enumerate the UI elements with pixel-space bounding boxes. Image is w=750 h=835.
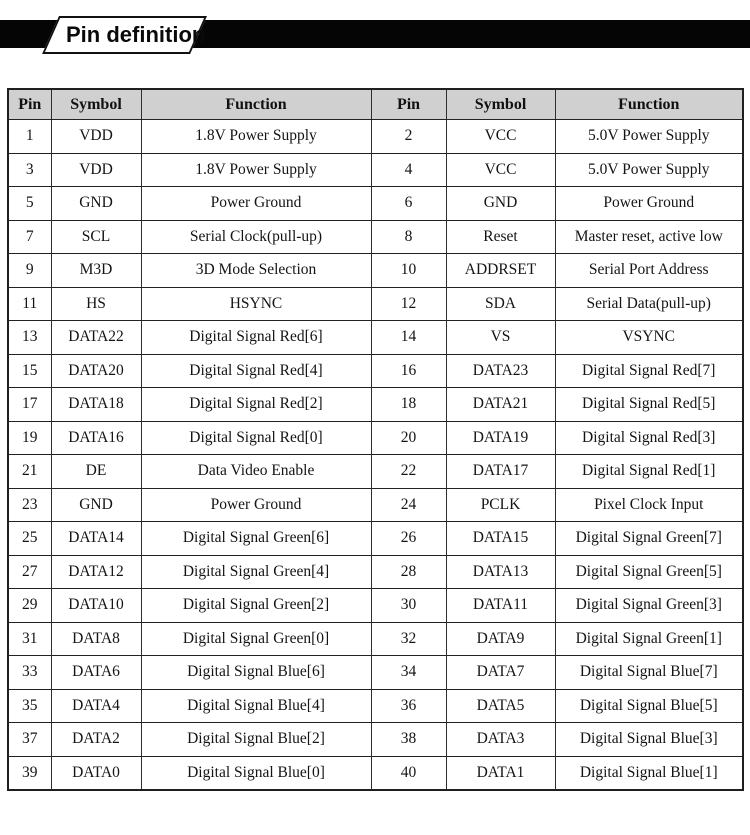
table-row [8, 622, 743, 656]
symbol-cell: VS [446, 321, 555, 355]
pin-cell: 16 [371, 354, 446, 388]
function-cell: Power Ground [141, 488, 371, 522]
function-cell: Digital Signal Blue[1] [555, 756, 743, 790]
symbol-cell: DATA12 [51, 555, 141, 589]
pin-cell: 37 [8, 723, 51, 757]
header-row [8, 89, 743, 120]
pin-cell: 9 [8, 254, 51, 288]
pin-cell: 25 [8, 522, 51, 556]
table-row [8, 120, 743, 154]
pin-cell: 2 [371, 120, 446, 154]
table-row [8, 220, 743, 254]
pin-table-body [8, 120, 743, 791]
function-cell: 5.0V Power Supply [555, 120, 743, 154]
table-row [8, 153, 743, 187]
function-cell: Digital Signal Blue[5] [555, 689, 743, 723]
header-symbol-right: Symbol [446, 89, 555, 120]
function-cell: Digital Signal Green[2] [141, 589, 371, 623]
pin-cell: 39 [8, 756, 51, 790]
symbol-cell: HS [51, 287, 141, 321]
function-cell: Digital Signal Blue[2] [141, 723, 371, 757]
section-title: Pin definition [66, 22, 206, 47]
symbol-cell: DATA6 [51, 656, 141, 690]
function-cell: Digital Signal Red[6] [141, 321, 371, 355]
symbol-cell: DATA20 [51, 354, 141, 388]
pin-cell: 5 [8, 187, 51, 221]
symbol-cell: DATA15 [446, 522, 555, 556]
pin-cell: 20 [371, 421, 446, 455]
function-cell: HSYNC [141, 287, 371, 321]
pin-table-header [8, 89, 743, 120]
function-cell: Digital Signal Blue[3] [555, 723, 743, 757]
pin-cell: 26 [371, 522, 446, 556]
symbol-cell: VDD [51, 153, 141, 187]
function-cell: Serial Data(pull-up) [555, 287, 743, 321]
pin-cell: 3 [8, 153, 51, 187]
table-row [8, 421, 743, 455]
function-cell: Digital Signal Blue[4] [141, 689, 371, 723]
symbol-cell: GND [446, 187, 555, 221]
symbol-cell: DATA16 [51, 421, 141, 455]
pin-cell: 31 [8, 622, 51, 656]
function-cell: Digital Signal Green[7] [555, 522, 743, 556]
symbol-cell: DATA11 [446, 589, 555, 623]
symbol-cell: Reset [446, 220, 555, 254]
function-cell: VSYNC [555, 321, 743, 355]
pin-cell: 14 [371, 321, 446, 355]
function-cell: Digital Signal Red[1] [555, 455, 743, 489]
function-cell: Digital Signal Red[5] [555, 388, 743, 422]
header-symbol-left: Symbol [51, 89, 141, 120]
header-function-left: Function [141, 89, 371, 120]
symbol-cell: DATA9 [446, 622, 555, 656]
pin-cell: 30 [371, 589, 446, 623]
pin-cell: 19 [8, 421, 51, 455]
header-pin-left: Pin [8, 89, 51, 120]
header-function-right: Function [555, 89, 743, 120]
symbol-cell: VDD [51, 120, 141, 154]
pin-cell: 10 [371, 254, 446, 288]
function-cell: Digital Signal Green[5] [555, 555, 743, 589]
function-cell: Pixel Clock Input [555, 488, 743, 522]
function-cell: Digital Signal Red[3] [555, 421, 743, 455]
pin-cell: 15 [8, 354, 51, 388]
pin-cell: 18 [371, 388, 446, 422]
pin-cell: 23 [8, 488, 51, 522]
pin-cell: 12 [371, 287, 446, 321]
function-cell: Digital Signal Blue[7] [555, 656, 743, 690]
pin-cell: 8 [371, 220, 446, 254]
symbol-cell: DATA23 [446, 354, 555, 388]
symbol-cell: SDA [446, 287, 555, 321]
symbol-cell: DATA10 [51, 589, 141, 623]
function-cell: Serial Port Address [555, 254, 743, 288]
symbol-cell: DATA19 [446, 421, 555, 455]
symbol-cell: ADDRSET [446, 254, 555, 288]
symbol-cell: GND [51, 488, 141, 522]
pin-cell: 34 [371, 656, 446, 690]
function-cell: 5.0V Power Supply [555, 153, 743, 187]
table-row [8, 287, 743, 321]
table-row [8, 187, 743, 221]
function-cell: 3D Mode Selection [141, 254, 371, 288]
table-row [8, 555, 743, 589]
function-cell: Digital Signal Blue[6] [141, 656, 371, 690]
table-row [8, 656, 743, 690]
function-cell: Digital Signal Blue[0] [141, 756, 371, 790]
pin-cell: 6 [371, 187, 446, 221]
symbol-cell: DATA7 [446, 656, 555, 690]
symbol-cell: DATA22 [51, 321, 141, 355]
function-cell: Digital Signal Red[0] [141, 421, 371, 455]
symbol-cell: DATA17 [446, 455, 555, 489]
symbol-cell: DATA1 [446, 756, 555, 790]
table-row [8, 723, 743, 757]
pin-cell: 22 [371, 455, 446, 489]
pin-cell: 7 [8, 220, 51, 254]
symbol-cell: DATA13 [446, 555, 555, 589]
function-cell: Digital Signal Red[7] [555, 354, 743, 388]
pin-cell: 40 [371, 756, 446, 790]
symbol-cell: DE [51, 455, 141, 489]
pin-cell: 21 [8, 455, 51, 489]
function-cell: Digital Signal Green[0] [141, 622, 371, 656]
pin-cell: 29 [8, 589, 51, 623]
pin-cell: 33 [8, 656, 51, 690]
function-cell: Power Ground [555, 187, 743, 221]
symbol-cell: DATA18 [51, 388, 141, 422]
function-cell: Digital Signal Red[4] [141, 354, 371, 388]
function-cell: Data Video Enable [141, 455, 371, 489]
symbol-cell: DATA8 [51, 622, 141, 656]
pin-cell: 24 [371, 488, 446, 522]
pin-cell: 35 [8, 689, 51, 723]
table-row [8, 388, 743, 422]
symbol-cell: DATA21 [446, 388, 555, 422]
table-row [8, 589, 743, 623]
symbol-cell: SCL [51, 220, 141, 254]
symbol-cell: DATA4 [51, 689, 141, 723]
symbol-cell: DATA14 [51, 522, 141, 556]
header-pin-right: Pin [371, 89, 446, 120]
symbol-cell: VCC [446, 120, 555, 154]
pin-cell: 28 [371, 555, 446, 589]
function-cell: Digital Signal Red[2] [141, 388, 371, 422]
function-cell: Master reset, active low [555, 220, 743, 254]
function-cell: Serial Clock(pull-up) [141, 220, 371, 254]
pin-cell: 36 [371, 689, 446, 723]
symbol-cell: DATA5 [446, 689, 555, 723]
table-row [8, 488, 743, 522]
function-cell: 1.8V Power Supply [141, 120, 371, 154]
function-cell: Digital Signal Green[3] [555, 589, 743, 623]
pin-cell: 38 [371, 723, 446, 757]
pin-cell: 32 [371, 622, 446, 656]
symbol-cell: DATA0 [51, 756, 141, 790]
table-row [8, 689, 743, 723]
function-cell: Digital Signal Green[4] [141, 555, 371, 589]
symbol-cell: DATA2 [51, 723, 141, 757]
table-row [8, 321, 743, 355]
function-cell: Digital Signal Green[6] [141, 522, 371, 556]
pin-cell: 17 [8, 388, 51, 422]
table-row [8, 455, 743, 489]
symbol-cell: M3D [51, 254, 141, 288]
table-row [8, 522, 743, 556]
pin-cell: 4 [371, 153, 446, 187]
table-row [8, 254, 743, 288]
pin-cell: 1 [8, 120, 51, 154]
symbol-cell: PCLK [446, 488, 555, 522]
pin-cell: 11 [8, 287, 51, 321]
table-row [8, 354, 743, 388]
table-row [8, 756, 743, 790]
pin-definition-table [7, 88, 744, 791]
symbol-cell: VCC [446, 153, 555, 187]
function-cell: 1.8V Power Supply [141, 153, 371, 187]
symbol-cell: DATA3 [446, 723, 555, 757]
symbol-cell: GND [51, 187, 141, 221]
function-cell: Power Ground [141, 187, 371, 221]
pin-cell: 13 [8, 321, 51, 355]
pin-cell: 27 [8, 555, 51, 589]
function-cell: Digital Signal Green[1] [555, 622, 743, 656]
